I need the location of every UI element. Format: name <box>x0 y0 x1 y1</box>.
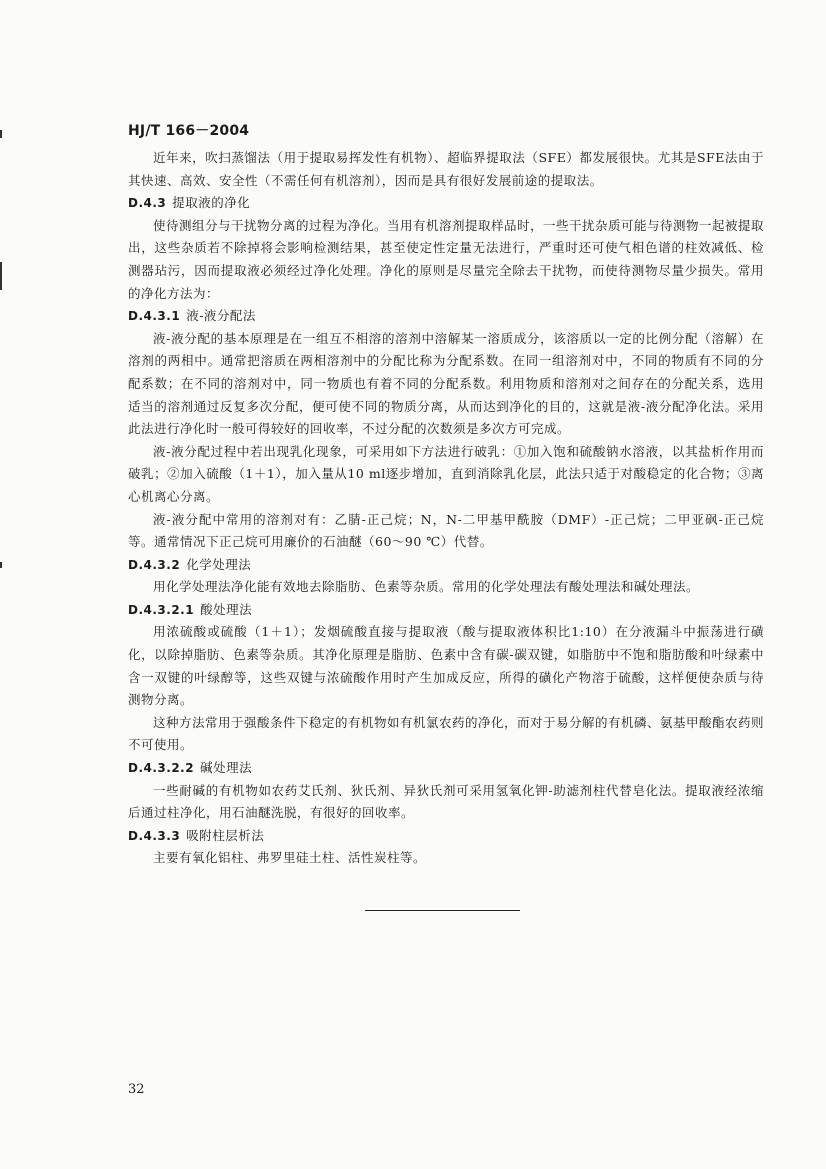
section-heading <box>128 192 764 215</box>
section-heading <box>128 305 764 328</box>
section-title: 酸处理法 <box>200 601 253 617</box>
section-title: 碱处理法 <box>200 760 253 776</box>
body-paragraph: 用化学处理法净化能有效地去除脂肪、色素等杂质。常用的化学处理法有酸处理法和碱处理法。 <box>153 579 700 595</box>
scan-margin-mark <box>0 562 2 568</box>
section-number: D.4.3.1 <box>128 309 181 324</box>
section-title: 提取液的净化 <box>172 195 251 211</box>
standard-code-header: HJ/T 166－2004 <box>128 123 250 139</box>
section-number: D.4.3.2.2 <box>128 761 195 776</box>
section-title: 吸附柱层析法 <box>186 827 265 843</box>
section-heading <box>128 599 764 622</box>
section-number: D.4.3.3 <box>128 828 181 843</box>
body-paragraph: 液-液分配的基本原理是在一组互不相溶的溶剂中溶解某一溶质成分，该溶质以一定的比例分配（溶解）在溶剂的两相中。通常把溶质在两相溶剂中的分配比称为分配系数。在同一组溶剂对中，不同的物质有不同的分配系数；在不同的溶剂对中，同一物质也有着不同的分配系数。利用物质和溶剂对之间存在的分配关系，选用适当的溶剂通过反复多次分配，便可使不同的物质分离，从而达到净化的目的，这就是液-液分配净化法。采用此法进行净化时一般可得较好的回收率，不过分配的次数须是多次方可完成。 <box>128 330 764 437</box>
body-paragraph: 用浓硫酸或硫酸（1＋1）；发烟硫酸直接与提取液（酸与提取液体积比1:10）在分液漏斗中振荡进行磺化，以除掉脂肪、色素等杂质。其净化原理是脂肪、色素中含有碳-碳双键，如脂肪中不饱和脂肪酸和叶绿素中含一双键的叶绿醇等，这些双键与浓硫酸作用时产生加成反应，所得的磺化产物溶于硫酸，这样便使杂质与待测物分离。 <box>128 624 764 708</box>
section-number: D.4.3 <box>128 196 167 211</box>
body-paragraph: 液-液分配过程中若出现乳化现象，可采用如下方法进行破乳：①加入饱和硫酸钠水溶液，以其盐析作用而破乳；②加入硫酸（1＋1），加入量从10 ml逐步增加，直到消除乳化层，此法只适于对酸稳定的化合物；③离心机离心分离。 <box>128 443 764 504</box>
section-heading <box>128 554 764 577</box>
section-heading <box>128 825 764 848</box>
document-body <box>128 147 764 870</box>
page-number: 32 <box>128 1082 145 1097</box>
body-paragraph: 液-液分配中常用的溶剂对有：乙腈-正己烷；N，N-二甲基甲酰胺（DMF）-正己烷；二甲亚砜-正己烷等。通常情况下正己烷可用廉价的石油醚（60～90 ℃）代替。 <box>128 511 764 550</box>
scan-margin-mark <box>0 130 2 138</box>
body-paragraph: 这种方法常用于强酸条件下稳定的有机物如有机氯农药的净化，而对于易分解的有机磷、氨基甲酸酯农药则不可使用。 <box>128 714 765 753</box>
body-paragraph: 一些耐碱的有机物如农药艾氏剂、狄氏剂、异狄氏剂可采用氢氧化钾-助滤剂柱代替皂化法。提取液经浓缩后通过柱净化，用石油醚洗脱，有很好的回收率。 <box>128 782 764 821</box>
end-of-text-rule <box>365 910 520 911</box>
section-title: 化学处理法 <box>186 556 252 572</box>
section-number: D.4.3.2 <box>128 557 181 572</box>
section-number: D.4.3.2.1 <box>128 602 195 617</box>
body-paragraph: 主要有氧化铝柱、弗罗里硅土柱、活性炭柱等。 <box>153 850 427 866</box>
section-title: 液-液分配法 <box>186 308 256 324</box>
section-heading <box>128 757 764 780</box>
scan-margin-mark <box>0 262 2 290</box>
body-paragraph: 近年来，吹扫蒸馏法（用于提取易挥发性有机物）、超临界提取法（SFE）都发展很快。尤其是SFE法由于其快速、高效、安全性（不需任何有机溶剂），因而是具有很好发展前途的提取法。 <box>128 150 764 188</box>
body-paragraph: 使待测组分与干扰物分离的过程为净化。当用有机溶剂提取样品时，一些干扰杂质可能与待测物一起被提取出，这些杂质若不除掉将会影响检测结果，甚至使定性定量无法进行，严重时还可使气相色谱的柱效减低、检测器玷污，因而提取液必须经过净化处理。净化的原则是尽量完全除去干扰物，而使待测物尽量少损失。常用的净化方法为： <box>128 217 765 301</box>
